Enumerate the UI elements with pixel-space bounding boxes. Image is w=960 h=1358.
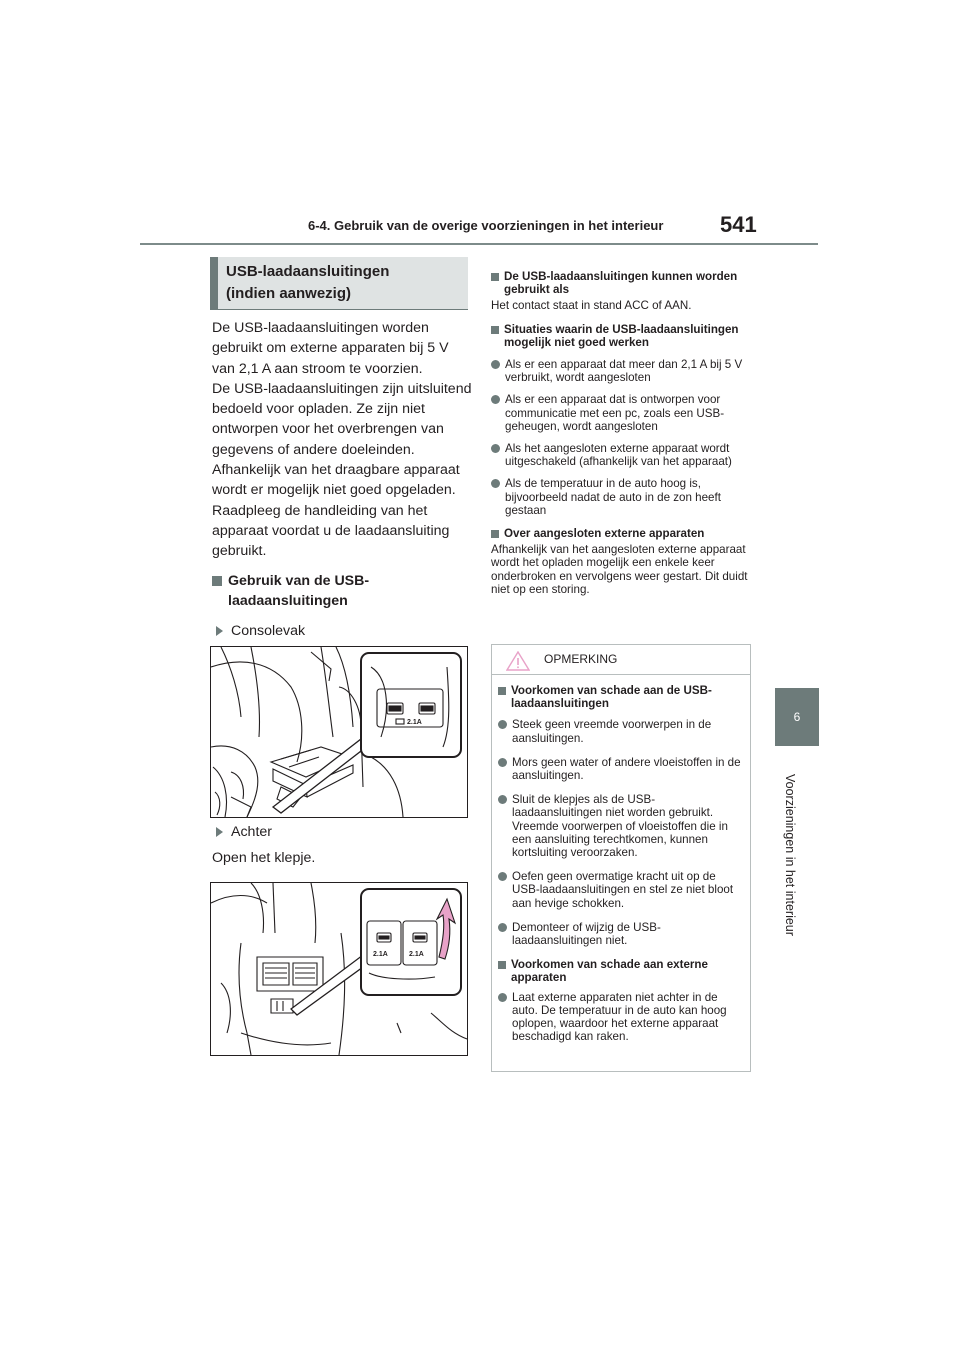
header-rule [140,243,818,245]
chapter-side-label-text: Voorzieningen in het interieur [783,774,797,936]
right-heading-text: De USB-laadaansluitingen kunnen worden gebruikt als [504,270,738,297]
round-bullet-icon [498,795,507,804]
notice-item [498,793,744,859]
notice-item [498,991,744,1044]
notice-heading-text: Voorkomen van schade aan de USB-laadaansluitingen [511,684,712,711]
round-bullet-icon [491,395,500,404]
notice-body [492,675,750,1043]
notice-title: OPMERKING [544,652,618,666]
rear-item [212,822,474,842]
notice-item-text: Sluit de klepjes als de USB-laadaansluitingen niet worden gebruikt. Vreemde voorwerpen of vloeistoffen die in een aansluiting terechtkomen, kunnen kortsluiting veroorzaken. [512,793,728,860]
round-bullet-icon [491,360,500,369]
intro-text [212,318,474,641]
square-bullet-icon [212,576,222,586]
rear-label: Achter [231,824,273,840]
section-heading [210,257,468,309]
situation-text: Als er een apparaat dat meer dan 2,1 A bij 5 V verbruikt, wordt aangesloten [505,358,743,385]
console-item [212,621,474,641]
console-rating-label: 2.1A [407,719,422,726]
intro-paragraph: Afhankelijk van het draagbare apparaat wordt er mogelijk niet goed opgeladen. Raadpleeg de handleiding van het apparaat voordat u de laadaansluiting gebruikt. [212,462,460,560]
notice-item [498,756,744,782]
section-heading-rule [210,309,468,310]
square-bullet-icon [491,530,499,538]
situation-item [491,358,751,384]
rear-illustration [211,883,467,1055]
usage-heading [212,571,474,612]
right-heading-usage [491,270,751,296]
rear-rating-label-right: 2.1A [409,951,424,958]
right-column [491,270,751,596]
square-bullet-icon [491,326,499,334]
section-heading-text [226,261,389,305]
warning-triangle-icon [506,651,530,671]
situation-item [491,393,751,433]
situation-item [491,442,751,468]
section-heading-line1: USB-laadaansluitingen [226,263,390,280]
chapter-tab: 6 [775,688,819,746]
notice-item [498,921,744,947]
right-heading-devices [491,527,751,540]
notice-item [498,870,744,910]
round-bullet-icon [498,993,507,1002]
square-bullet-icon [498,687,506,695]
notice-heading-devices [498,958,744,984]
triangle-bullet-icon [216,626,223,636]
usage-heading-text: Gebruik van de USB-laadaansluitingen [228,572,370,609]
round-bullet-icon [491,479,500,488]
notice-item-text: Laat externe apparaten niet achter in de auto. De temperatuur in de auto kan hoog oplopen, waardoor het externe apparaat beschadigd kan raken. [512,990,727,1044]
chapter-side-label [760,760,820,950]
notice-heading-ports [498,684,744,710]
console-usb-figure [210,646,468,818]
situation-item [491,477,751,517]
notice-header [492,645,750,675]
intro-paragraph: De USB-laadaansluitingen zijn uitsluitend bedoeld voor opladen. Ze zijn niet ontworpen voor het overbrengen van gegevens of andere doeleinden. [212,380,472,458]
rear-text [212,822,474,869]
right-heading-text: Situaties waarin de USB-laadaansluitingen mogelijk niet goed werken [504,322,739,349]
triangle-bullet-icon [216,827,223,837]
round-bullet-icon [498,872,507,881]
situation-text: Als het aangesloten externe apparaat wordt uitgeschakeld (afhankelijk van het apparaat) [505,442,732,469]
page-number: 541 [720,212,757,237]
situation-text: Als er een apparaat dat is ontworpen voor communicatie met een pc, zoals een USB-geheugen, wordt aangesloten [505,393,725,433]
intro-paragraph: De USB-laadaansluitingen worden gebruikt om externe apparaten bij 5 V van 2,1 A aan stroom te voorzien. [212,320,449,377]
round-bullet-icon [498,758,507,767]
situation-text: Als de temperatuur in de auto hoog is, bijvoorbeeld nadat de auto in de zon heeft gestaan [505,477,721,517]
square-bullet-icon [498,961,506,969]
notice-box [491,644,751,1072]
console-illustration [211,647,467,817]
notice-heading-text: Voorkomen van schade aan externe apparaten [511,958,708,985]
rear-usb-figure [210,882,468,1056]
rear-instruction: Open het klepje. [212,850,316,867]
notice-item [498,718,744,744]
notice-item-text: Mors geen water of andere vloeistoffen in de aansluitingen. [512,755,741,783]
console-label: Consolevak [231,623,306,640]
running-header: 6-4. Gebruik van de overige voorzieningen in het interieur [308,218,664,233]
notice-item-text: Demonteer of wijzig de USB-laadaansluitingen niet. [512,920,661,948]
rear-rating-label-left: 2.1A [373,951,388,958]
square-bullet-icon [491,273,499,281]
notice-item-text: Steek geen vreemde voorwerpen in de aansluitingen. [512,718,712,745]
round-bullet-icon [498,720,507,729]
right-heading-situations [491,323,751,349]
notice-item-text: Oefen geen overmatige kracht uit op de USB-laadaansluitingen en stel ze niet bloot aan hevige schokken. [512,870,734,910]
right-paragraph: Het contact staat in stand ACC of AAN. [491,299,692,313]
right-paragraph: Afhankelijk van het aangesloten externe apparaat wordt het opladen mogelijk een enkele keer onderbroken en vervolgens weer gestart. Dit duidt niet op een storing. [491,543,748,596]
round-bullet-icon [498,923,507,932]
section-heading-line2: (indien aanwezig) [226,285,352,302]
right-heading-text: Over aangesloten externe apparaten [504,527,705,541]
round-bullet-icon [491,444,500,453]
section-heading-bar [210,257,218,309]
